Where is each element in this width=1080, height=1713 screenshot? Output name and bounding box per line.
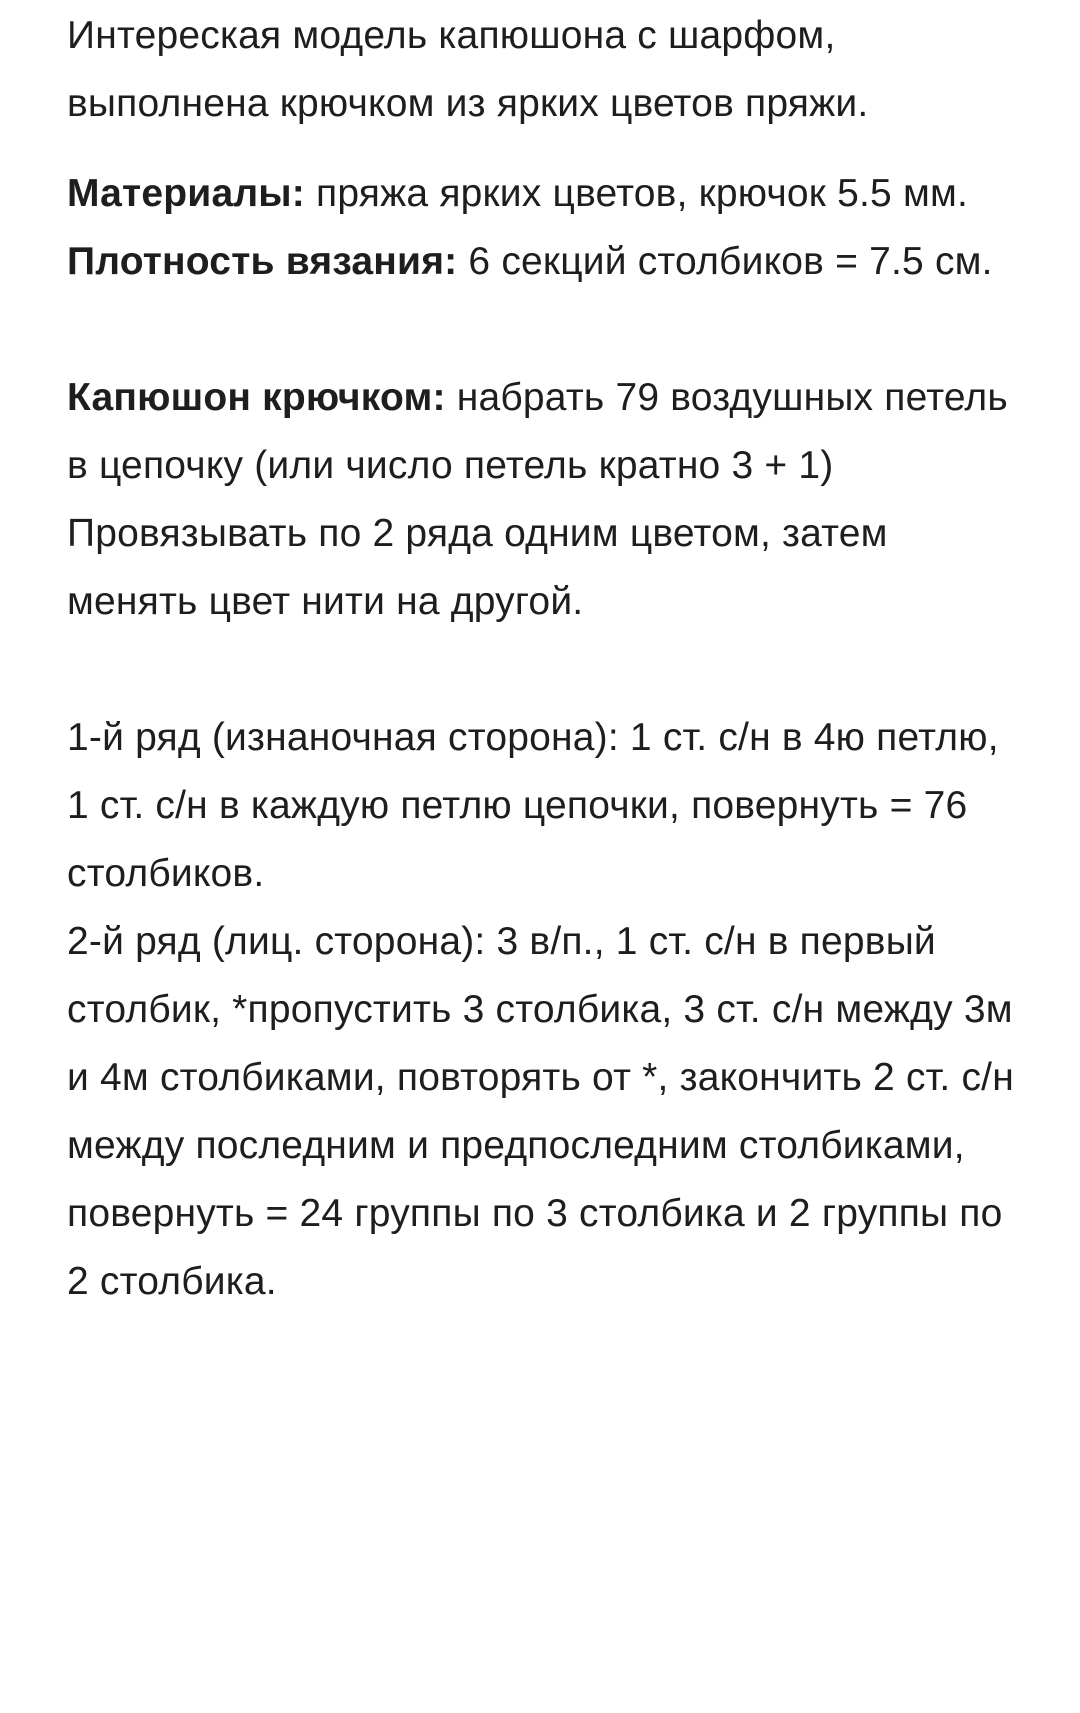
article-body [0, 2, 1080, 1316]
spacer [67, 296, 1018, 364]
materials-paragraph [67, 160, 1018, 228]
spacer [67, 636, 1018, 704]
gauge-paragraph [67, 228, 1018, 296]
hood-label: Капюшон крючком: [67, 376, 446, 419]
spacer [67, 138, 1018, 160]
gauge-text: 6 секций столбиков = 7.5 см. [457, 240, 993, 283]
materials-text: пряжа ярких цветов, крючок 5.5 мм. [305, 172, 969, 215]
hood-text: набрать 79 воздушных петель в цепочку (или число петель кратно 3 + 1) [67, 376, 1008, 487]
color-change-paragraph: Провязывать по 2 ряда одним цветом, затем менять цвет нити на другой. [67, 512, 888, 623]
materials-label: Материалы: [67, 172, 305, 215]
row1-paragraph: 1-й ряд (изнаночная сторона): 1 ст. с/н в 4ю петлю, 1 ст. с/н в каждую петлю цепочки, повернуть = 76 столбиков. [67, 716, 999, 895]
row2-paragraph: 2-й ряд (лиц. сторона): 3 в/п., 1 ст. с/н в первый столбик, *пропустить 3 столбика, 3 ст. с/н между 3м и 4м столбиками, повторять от *, закончить 2 ст. с/н между последним и предпоследним столбиками, повернуть = 24 группы по 3 столбика и 2 группы по 2 столбика. [67, 920, 1014, 1303]
hood-paragraph [67, 364, 1018, 500]
intro-paragraph: Интереская модель капюшона с шарфом, выполнена крючком из ярких цветов пряжи. [67, 14, 869, 125]
gauge-label: Плотность вязания: [67, 240, 458, 283]
